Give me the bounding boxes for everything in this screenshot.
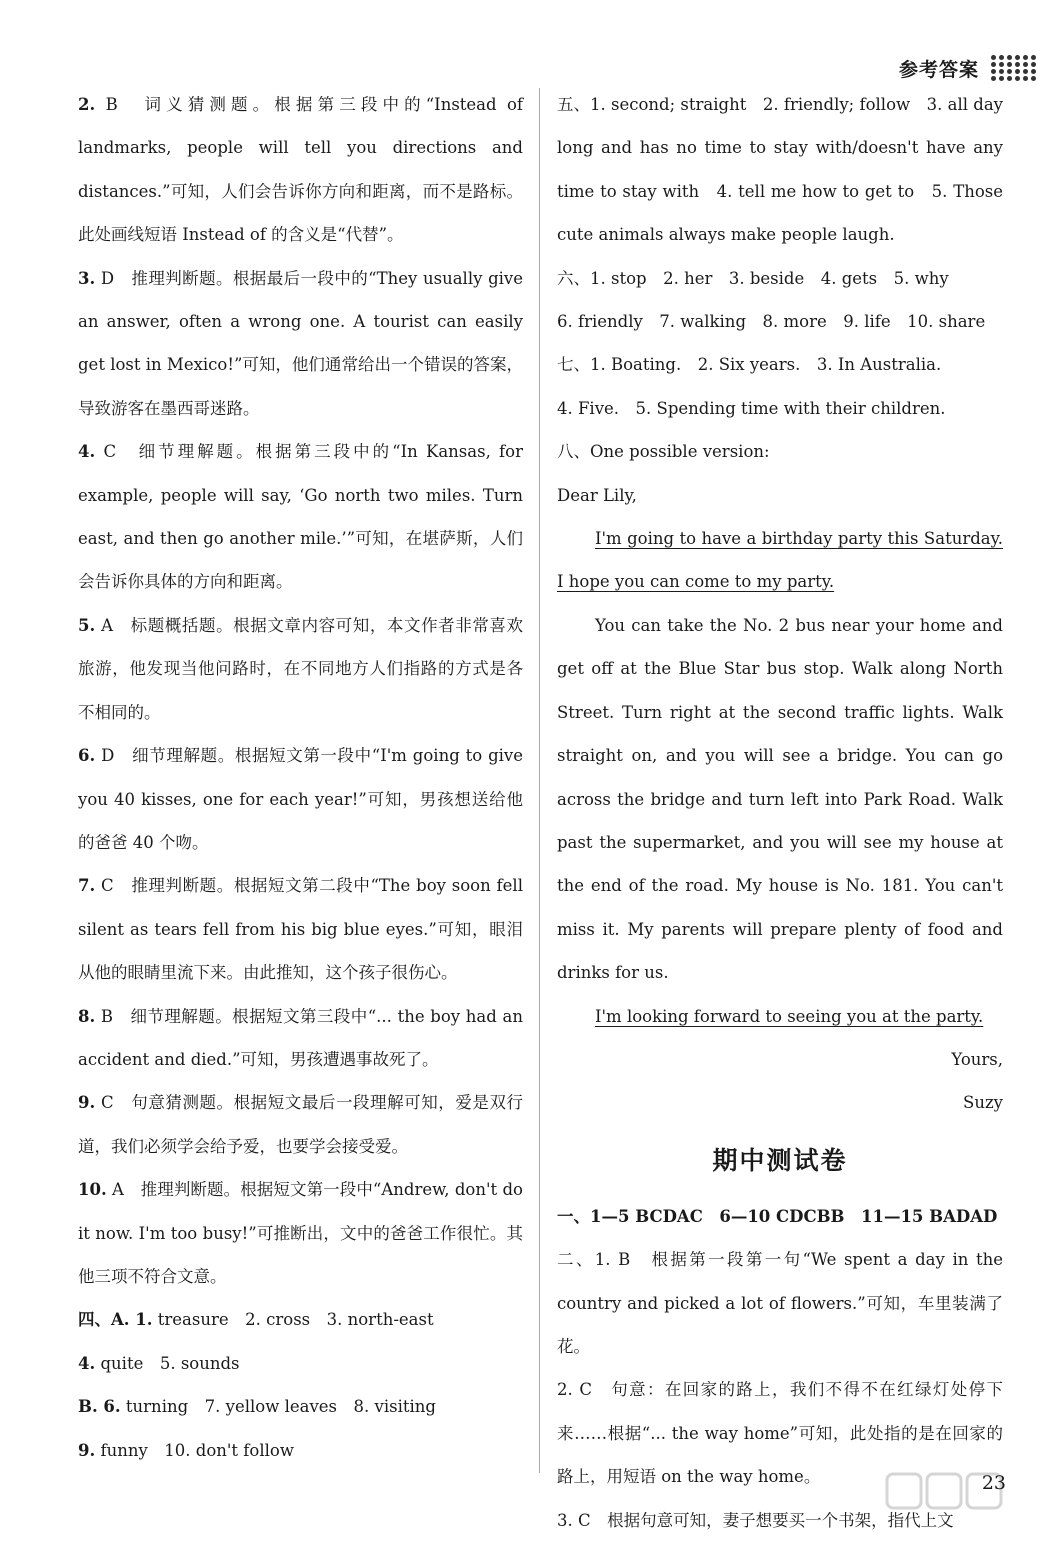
section-7-line-2: 4. Five. 5. Spending time with their children.: [557, 398, 946, 418]
answer-2: 2. B 词义猜测题。根据第三段中的“Instead of landmarks, people will tell you directions and distances.”可知，人们会告诉你方向和距离，而不是路标。此处画线短语 Instead of 的含义是“代替”。: [78, 95, 523, 245]
answer-8: 8. B 细节理解题。根据短文第三段中“... the boy had an accident and died.”可知，男孩遭遇事故死了。: [78, 1006, 523, 1069]
answer-10: 10. A 推理判断题。根据短文第一段中“Andrew, don't do it now. I'm too busy!”可推断出，文中的爸爸工作很忙。其他三项不符合文意。: [78, 1180, 523, 1286]
letter-ending: I'm looking forward to seeing you at the party.: [595, 1006, 984, 1026]
column-divider: [539, 88, 540, 1473]
letter-greeting: Dear Lily,: [557, 485, 637, 505]
letter-body: You can take the No. 2 bus near your home and get off at the Blue Star bus stop. Walk along North Street. Turn right at the second traffic lights. Walk straight on, and you will see a bridge. You can go across the bridge and turn left into Park Road. Walk past the supermarket, and you will see my house at the end of the road. My house is No. 181. You can't miss it. My parents will prepare plenty of food and drinks for us.: [557, 615, 1003, 983]
letter-closing: Yours,: [951, 1049, 1003, 1069]
answer-4: 4. C 细节理解题。根据第三段中的“In Kansas, for example, people will say, ‘Go north two miles. Turn east, and then go another mile.’”可知，在堪萨斯，人们会告诉你具体的方向和距离。: [78, 442, 523, 592]
section-8-heading: 八、One possible version:: [557, 442, 770, 462]
letter-signature: Suzy: [963, 1093, 1003, 1113]
answer-7: 7. C 推理判断题。根据短文第二段中“The boy soon fell silent as tears fell from his big blue eyes.”可知，眼泪从他的眼睛里流下来。由此推知，这个孩子很伤心。: [78, 876, 523, 983]
answer-6: 6. D 细节理解题。根据短文第一段中“I'm going to give you 40 kisses, one for each year!”可知，男孩想送给他的爸爸 40 个吻。: [78, 746, 523, 852]
letter-opening: I'm going to have a birthday party this Saturday. I hope you can come to my party.: [557, 529, 1003, 592]
page-header: [899, 48, 1037, 88]
section-4-b-cont: 9. funny 10. don't follow: [78, 1440, 294, 1460]
section-5: 五、1. second; straight 2. friendly; follow 3. all day long and has no time to stay with/doesn't have any time to stay with 4. tell me how to get to 5. Those cute animals always make people laugh.: [557, 95, 1003, 245]
answer-9: 9. C 句意猜测题。根据短文最后一段理解可知，爱是双行道，我们必须学会给予爱，也要学会接受爱。: [78, 1093, 523, 1156]
header-title: 参考答案: [898, 58, 979, 81]
part-1-answers: 一、1—5 BCDAC 6—10 CDCBB 11—15 BADAD: [557, 1206, 998, 1226]
section-6-line-2: 6. friendly 7. walking 8. more 9. life 10. share: [557, 312, 986, 332]
section-7-line-1: 七、1. Boating. 2. Six years. 3. In Australia.: [557, 355, 942, 375]
section-6-line-1: 六、1. stop 2. her 3. beside 4. gets 5. why: [557, 268, 949, 288]
part-2-answer-1: 二、1. B 根据第一段第一句“We spent a day in the country and picked a lot of flowers.”可知，车里装满了花。: [557, 1250, 1003, 1356]
section-4-b: B. 6. turning 7. yellow leaves 8. visiting: [78, 1397, 436, 1417]
watermark-logo-icon: [883, 1470, 1033, 1530]
part-2-answer-3: 3. C 根据句意可知，妻子想要买一个书架，指代上文: [557, 1510, 954, 1530]
page-number: 23: [981, 1472, 1006, 1494]
section-4-a-cont: 4. quite 5. sounds: [78, 1353, 240, 1373]
answer-3: 3. D 推理判断题。根据最后一段中的“They usually give an answer, often a wrong one. A tourist can easily get lost in Mexico!”可知，他们通常给出一个错误的答案，导致游客在墨西哥迷路。: [78, 268, 523, 418]
answer-5: 5. A 标题概括题。根据文章内容可知，本文作者非常喜欢旅游，他发现当他问路时，在不同地方人们指路的方式是各不相同的。: [78, 615, 523, 722]
part-2-answer-2: 2. C 句意：在回家的路上，我们不得不在红绿灯处停下来……根据“... the way home”可知，此处指的是在回家的路上，用短语 on the way home。: [557, 1380, 1003, 1487]
left-column: [78, 83, 523, 1472]
section-4-a: 四、A. 1. treasure 2. cross 3. north-east: [78, 1310, 434, 1330]
right-column: [557, 83, 1003, 1542]
section-title: 期中测试卷: [712, 1145, 848, 1175]
dot-grid-icon: [991, 55, 1037, 81]
